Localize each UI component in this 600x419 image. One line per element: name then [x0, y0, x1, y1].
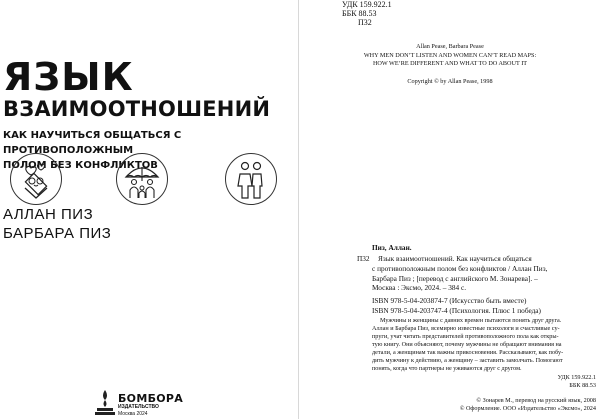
bib-line-4: Москва : Эксмо, 2024. – 384 с. — [372, 283, 467, 293]
isbn-2: ISBN 978-5-04-203747-4 (Психология. Плюс 1 победа) — [372, 305, 541, 315]
author-allan: АЛЛАН ПИЗ — [3, 206, 94, 223]
original-title-line-1: WHY MEN DON’T LISTEN AND WOMEN CAN’T READ MAPS: — [363, 51, 537, 59]
bib-author: Пиз, Аллан. — [372, 243, 412, 252]
bbk-short: ББК 88.53 — [569, 382, 596, 389]
isbn-block — [372, 296, 541, 316]
original-title-line-2: HOW WE’RE DIFFERENT AND WHAT TO DO ABOUT IT — [372, 60, 528, 67]
publisher-name: БОМБОРА — [118, 392, 184, 405]
publisher-subtitle: ИЗДАТЕЛЬСТВО — [118, 404, 159, 410]
translation-copyright: © Зонарев М., перевод на русский язык, 2008 — [476, 397, 596, 404]
book-title-sub: ВЗАИМООТНОШЕНИЙ — [3, 97, 271, 121]
design-copyright: © Оформление. ООО «Издательство «Эксмо», 2024 — [459, 405, 596, 412]
subtitle-line-2: ПОЛОМ БЕЗ КОНФЛИКТОВ — [3, 160, 158, 171]
subtitle-line-1: КАК НАУЧИТЬСЯ ОБЩАТЬСЯ С ПРОТИВОПОЛОЖНЫМ — [3, 130, 182, 156]
author-mark: П32 — [358, 18, 372, 27]
left-page — [0, 0, 297, 419]
author-barbara: БАРБАРА ПИЗ — [3, 225, 112, 242]
annotation-line: пруги, учат читать представителей противоположного пола как откры- — [372, 333, 559, 340]
original-authors: Allan Pease, Barbara Pease — [416, 43, 484, 50]
bib-body — [372, 254, 598, 293]
annotation — [372, 317, 598, 373]
annotation-line: Аллан и Барбара Пиз, всемирно известные психологи и счастливые су- — [372, 325, 560, 332]
annotation-line: тую книгу. Они объясняют, почему мужчины не обращают внимания на — [372, 341, 562, 348]
udk-code: УДК 159.922.1 — [342, 0, 392, 9]
bib-mark: П32 — [357, 254, 370, 263]
standing-couple-icon — [225, 153, 277, 205]
authors — [3, 205, 111, 243]
umbrella-family-icon — [116, 153, 168, 205]
bib-line-1: Язык взаимоотношений. Как научиться общаться — [378, 254, 532, 263]
page-spine — [298, 0, 299, 419]
bombora-logo-icon — [94, 386, 116, 416]
classification-codes — [342, 0, 392, 27]
annotation-line: понять, когда что партнеры не уживаются друг с другом. — [372, 365, 522, 372]
isbn-1: ISBN 978-5-04-203874-7 (Искусство быть вместе) — [372, 296, 527, 305]
original-edition-info — [300, 43, 600, 86]
udk-short: УДК 159.922.1 — [557, 374, 596, 381]
book-title-main: ЯЗЫК — [3, 55, 134, 99]
publisher-logo — [94, 386, 184, 418]
annotation-line: дить мужчину к действию, а женщину – заставить замолчать. Помогают — [372, 357, 563, 364]
annotation-line: Мужчины и женщины с давних времен пытаются понять друг друга. — [380, 317, 562, 324]
bib-line-3: Барбара Пиз ; [перевод с английского М. Зонарева]. – — [372, 273, 538, 283]
hearts-couple-icon — [10, 153, 62, 205]
copyright-footer — [370, 397, 596, 413]
original-copyright: Copyright © by Allan Pease, 1998 — [407, 77, 493, 85]
bib-line-2: с противоположным полом без конфликтов / Аллан Пиз, — [372, 263, 548, 273]
city-year: Москва 2024 — [118, 411, 148, 417]
annotation-line: детали, а женщинам так важны прикосновения. Рассказывают, как побу- — [372, 349, 564, 356]
right-page — [300, 0, 600, 419]
bbk-code: ББК 88.53 — [342, 9, 377, 18]
